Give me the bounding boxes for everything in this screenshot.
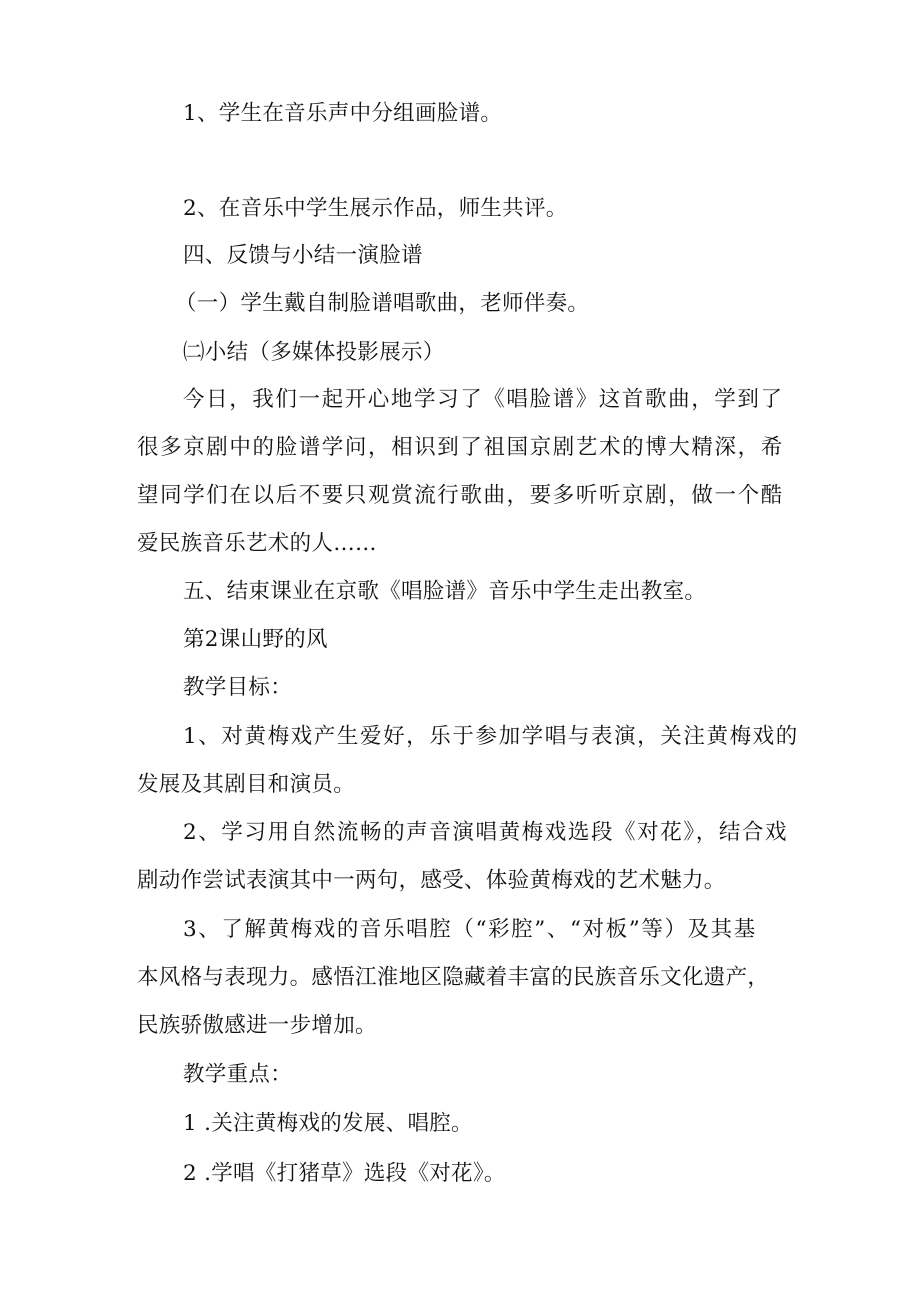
summary-line-3: 望同学们在以后不要只观赏流行歌曲，要多听听京剧，做一个酷	[137, 483, 784, 508]
goal-2-line-2: 剧动作尝试表演其中一两句，感受、体验黄梅戏的艺术魅力。	[137, 868, 726, 893]
goal-1-line-1: 1、对黄梅戏产生爱好，乐于参加学唱与表演，关注黄梅戏的	[183, 724, 799, 749]
step-1-line: 1、学生在音乐声中分组画脸谱。	[183, 101, 503, 126]
summary-line-2: 很多京剧中的脸谱学问，相识到了祖国京剧艺术的博大精深，希	[137, 435, 784, 460]
goal-3-line-1: 3、了解黄梅戏的音乐唱腔（“彩腔”、“对板”等）及其基	[183, 917, 757, 942]
section-4-heading: 四、反馈与小结一演脸谱	[183, 243, 423, 268]
lesson-2-title: 第2课山野的风	[183, 627, 328, 652]
key-points-heading: 教学重点：	[183, 1062, 293, 1087]
step-2-line: 2、在音乐中学生展示作品，师生共评。	[183, 196, 568, 221]
key-point-1: 1 .关注黄梅戏的发展、唱腔。	[183, 1111, 473, 1136]
key-point-2: 2 .学唱《打猪草》选段《对花》。	[183, 1161, 506, 1186]
section-5-line: 五、结束课业在京歌《唱脸谱》音乐中学生走出教室。	[183, 579, 707, 604]
goal-3-line-3: 民族骄傲感进一步增加。	[137, 1013, 377, 1038]
goal-3-line-2: 本风格与表现力。感悟江淮地区隐藏着丰富的民族音乐文化遗产，	[137, 965, 770, 990]
summary-line-4: 爱民族音乐艺术的人……	[137, 531, 377, 556]
teaching-goals-heading: 教学目标：	[183, 675, 293, 700]
goal-2-line-1: 2、学习用自然流畅的声音演唱黄梅戏选段《对花》，结合戏	[183, 820, 789, 845]
summary-line-1: 今日，我们一起开心地学习了《唱脸谱》这首歌曲，学到了	[183, 387, 784, 412]
subsection-1-line: （一）学生戴自制脸谱唱歌曲，老师伴奏。	[175, 291, 590, 316]
subsection-2-line: ㈡小结（多媒体投影展示）	[183, 340, 445, 365]
goal-1-line-2: 发展及其剧目和演员。	[137, 772, 356, 797]
